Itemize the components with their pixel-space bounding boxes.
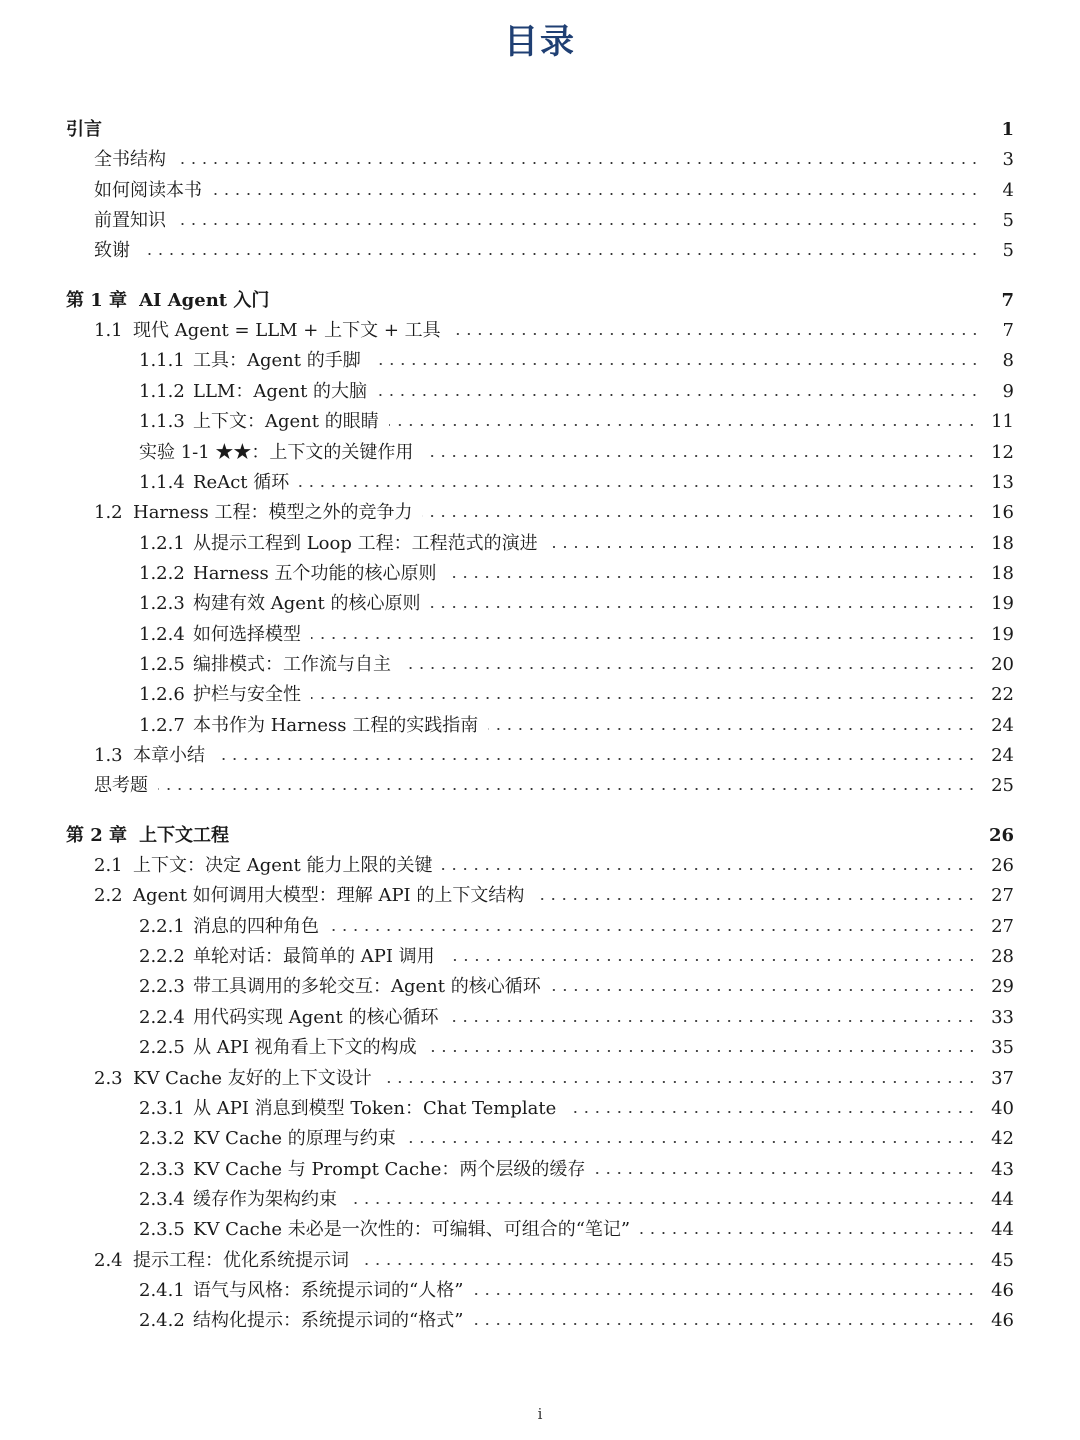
toc-entry-number: 1.1.4: [139, 472, 185, 493]
toc-entry-number: 2.1: [94, 855, 123, 876]
dot-leader: [140, 253, 980, 255]
toc-entry-label: 从提示工程到 Loop 工程：工程范式的演进: [193, 533, 538, 554]
toc-page-number: 37: [991, 1068, 1014, 1089]
toc-entry[interactable]: [139, 1215, 1014, 1245]
toc-entry-number: 1.2.1: [139, 533, 185, 554]
toc-entry[interactable]: [94, 741, 1014, 771]
toc-entry[interactable]: [139, 912, 1014, 942]
toc-entry-label: KV Cache 友好的上下文设计: [133, 1068, 372, 1089]
toc-entry[interactable]: [94, 206, 1014, 236]
toc-entry-title: [66, 821, 229, 851]
toc-entry-label: 工具：Agent 的手脚: [193, 350, 361, 371]
toc-entry-title: [139, 650, 391, 680]
toc-page-number: 26: [991, 855, 1014, 876]
toc-entry-label: 本书作为 Harness 工程的实践指南: [193, 715, 479, 736]
toc-entry-label: 编排模式：工作流与自主: [193, 654, 391, 675]
toc-page-number: 18: [991, 563, 1014, 584]
toc-entry[interactable]: [94, 176, 1014, 206]
toc-entry-title: [94, 498, 412, 528]
toc-entry-number: 1.1.1: [139, 350, 185, 371]
toc-page-number: 20: [991, 654, 1014, 675]
toc-entry-title: [139, 620, 301, 650]
toc-entry-title: [139, 1306, 463, 1336]
toc-entry-number: 2.3.4: [139, 1189, 185, 1210]
toc-page-number: 44: [991, 1189, 1014, 1210]
toc-entry-title: [139, 1124, 396, 1154]
toc-entry[interactable]: [94, 881, 1014, 911]
toc-entry-number: 1.2.2: [139, 563, 185, 584]
toc-entry-title: [139, 1155, 585, 1185]
toc-entry-number: 第 2 章: [66, 825, 128, 846]
toc-entry-number: 2.2: [94, 885, 123, 906]
toc-entry-label: 全书结构: [94, 149, 166, 170]
toc-entry-number: 2.3: [94, 1068, 123, 1089]
toc-entry-title: [94, 316, 441, 346]
toc-entry-number: 2.3.2: [139, 1128, 185, 1149]
toc-page-number: 24: [991, 715, 1014, 736]
toc-entry-label: 语气与风格：系统提示词的“人格”: [193, 1280, 464, 1301]
toc-entry[interactable]: [139, 407, 1014, 437]
toc-entry-title: [66, 115, 102, 145]
dot-leader: [377, 394, 980, 396]
toc-entry-number: 2.4.1: [139, 1280, 185, 1301]
page-title: 目录: [504, 22, 576, 62]
toc-entry-number: 1.3: [94, 745, 123, 766]
toc-entry-title: [139, 972, 541, 1002]
toc-entry[interactable]: [139, 972, 1014, 1002]
dot-leader: [329, 929, 977, 931]
page-number: i: [537, 1405, 543, 1423]
toc-page-number: 46: [991, 1280, 1014, 1301]
toc-entry-label: 前置知识: [94, 210, 166, 231]
toc-page-number: 26: [988, 825, 1014, 846]
toc-page-number: 13: [991, 472, 1014, 493]
toc-entry[interactable]: [94, 145, 1014, 175]
dot-leader: [566, 1111, 977, 1113]
toc-entry-label: 如何阅读本书: [94, 180, 202, 201]
toc-entry-label: Harness 工程：模型之外的竞争力: [133, 502, 413, 523]
toc-page-number: 4: [1002, 180, 1014, 201]
toc-entry[interactable]: [139, 377, 1014, 407]
toc-entry-title: [139, 1215, 630, 1245]
toc-chapter-entry[interactable]: [66, 821, 1014, 851]
dot-leader: [401, 667, 977, 669]
toc-entry-title: [94, 1246, 349, 1276]
toc-entry[interactable]: [94, 236, 1014, 266]
toc-page-number: 5: [1002, 240, 1014, 261]
toc-entry-title: [139, 529, 538, 559]
toc-entry-title: [139, 1003, 438, 1033]
toc-entry-title: [139, 1276, 463, 1306]
toc-entry-label: 从 API 视角看上下文的构成: [193, 1037, 417, 1058]
dot-leader: [279, 303, 980, 305]
toc-entry-label: 实验 1-1 ★★：上下文的关键作用: [139, 442, 414, 463]
toc-page-number: 19: [991, 593, 1014, 614]
toc-entry-title: [139, 407, 379, 437]
toc-entry-label: 消息的四种角色: [193, 916, 319, 937]
toc-entry-title: [139, 912, 319, 942]
toc-entry-number: 2.3.1: [139, 1098, 185, 1119]
toc-entry-label: AI Agent 入门: [139, 290, 270, 311]
toc-entry-title: [139, 589, 420, 619]
toc-page-number: 44: [991, 1219, 1014, 1240]
toc-entry-label: 结构化提示：系统提示词的“格式”: [193, 1310, 464, 1331]
dot-leader: [371, 363, 980, 365]
toc-entry-label: 思考题: [94, 775, 148, 796]
toc-page-number: 43: [991, 1159, 1014, 1180]
toc-page-number: 5: [1002, 210, 1014, 231]
toc-entry-number: 1.1.2: [139, 381, 185, 402]
dot-leader: [347, 1202, 977, 1204]
toc-entry-number: 1.2: [94, 502, 123, 523]
dot-leader: [158, 788, 977, 790]
dot-leader: [299, 485, 977, 487]
toc-page-number: 42: [991, 1128, 1014, 1149]
toc-entry-label: 从 API 消息到模型 Token：Chat Template: [193, 1098, 557, 1119]
toc-entry-title: [66, 286, 269, 316]
dot-leader: [239, 838, 975, 840]
toc-entry-label: 用代码实现 Agent 的核心循环: [193, 1007, 439, 1028]
toc-entry[interactable]: [94, 1064, 1014, 1094]
toc-page-number: 16: [991, 502, 1014, 523]
toc-page-number: 7: [1002, 320, 1014, 341]
toc-entry-title: [139, 346, 361, 376]
dot-leader: [422, 515, 977, 517]
dot-leader: [389, 424, 977, 426]
toc-entry-label: KV Cache 与 Prompt Cache：两个层级的缓存: [193, 1159, 586, 1180]
dot-leader: [176, 223, 980, 225]
toc-entry[interactable]: [139, 1003, 1014, 1033]
toc-entry[interactable]: [94, 771, 1014, 801]
toc-entry-label: 如何选择模型: [193, 624, 301, 645]
dot-leader: [595, 1172, 977, 1174]
toc-entry-number: 2.3.3: [139, 1159, 185, 1180]
toc-entry-title: [139, 468, 289, 498]
toc-entry[interactable]: [139, 1155, 1014, 1185]
toc-entry-label: 上下文：决定 Agent 能力上限的关键: [133, 855, 433, 876]
dot-leader: [551, 989, 977, 991]
toc-entry-label: KV Cache 的原理与约束: [193, 1128, 396, 1149]
dot-leader: [488, 728, 977, 730]
toc-entry[interactable]: [139, 1094, 1014, 1124]
dot-leader: [311, 697, 977, 699]
toc-page-number: 11: [991, 411, 1014, 432]
toc-entry-title: [94, 206, 166, 236]
toc-page-number: 35: [991, 1037, 1014, 1058]
toc-entry-number: 2.2.5: [139, 1037, 185, 1058]
toc-entry-number: 2.2.4: [139, 1007, 185, 1028]
toc-entry[interactable]: [139, 650, 1014, 680]
toc-entry-number: 1.1: [94, 320, 123, 341]
toc-entry-number: 2.2.1: [139, 916, 185, 937]
toc-entry-number: 1.2.3: [139, 593, 185, 614]
dot-leader: [212, 193, 980, 195]
toc-entry-title: [94, 1064, 372, 1094]
toc-entry-label: 本章小结: [133, 745, 205, 766]
toc-entry[interactable]: [139, 346, 1014, 376]
toc-entry-label: 上下文工程: [139, 825, 230, 846]
toc-entry-label: LLM：Agent 的大脑: [193, 381, 368, 402]
toc-entry-label: ReAct 循环: [193, 472, 290, 493]
toc-entry-label: 现代 Agent = LLM + 上下文 + 工具: [133, 320, 441, 341]
toc-entry-title: [139, 1094, 556, 1124]
dot-leader: [176, 162, 980, 164]
toc-page-number: 19: [991, 624, 1014, 645]
toc-entry[interactable]: [139, 438, 1014, 468]
toc-entry-label: 构建有效 Agent 的核心原则: [193, 593, 421, 614]
dot-leader: [382, 1081, 977, 1083]
toc-entry-label: 致谢: [94, 240, 130, 261]
toc-entry[interactable]: [94, 316, 1014, 346]
toc-entry-number: 1.2.4: [139, 624, 185, 645]
toc-page-number: 3: [1002, 149, 1014, 170]
toc-entry[interactable]: [139, 589, 1014, 619]
toc-entry-title: [94, 881, 524, 911]
toc-entry-title: [94, 851, 432, 881]
toc-chapter-entry[interactable]: [66, 115, 1014, 145]
toc-entry[interactable]: [139, 1306, 1014, 1336]
toc-entry-title: [139, 559, 436, 589]
dot-leader: [534, 898, 977, 900]
dot-leader: [359, 1263, 977, 1265]
toc-entry[interactable]: [94, 851, 1014, 881]
toc-entry[interactable]: [139, 711, 1014, 741]
toc-page-number: 1: [1001, 119, 1014, 140]
toc-entry-label: KV Cache 未必是一次性的：可编辑、可组合的“笔记”: [193, 1219, 631, 1240]
toc-entry-label: 上下文：Agent 的眼睛: [193, 411, 379, 432]
toc-page-number: 8: [1002, 350, 1014, 371]
toc-entry-title: [139, 1033, 417, 1063]
dot-leader: [430, 606, 977, 608]
toc-entry[interactable]: [94, 498, 1014, 528]
toc-entry-label: 引言: [66, 119, 102, 140]
toc-entry[interactable]: [139, 1185, 1014, 1215]
dot-leader: [445, 959, 977, 961]
dot-leader: [451, 333, 980, 335]
dot-leader: [448, 1020, 977, 1022]
toc-entry-title: [139, 942, 435, 972]
toc-entry-title: [94, 236, 130, 266]
toc-page-number: 33: [991, 1007, 1014, 1028]
toc-page-number: 40: [991, 1098, 1014, 1119]
toc-chapter-entry[interactable]: [66, 286, 1014, 316]
toc-entry-number: 2.2.3: [139, 976, 185, 997]
toc-entry-title: [94, 176, 202, 206]
toc-entry-number: 第 1 章: [66, 290, 128, 311]
toc-entry[interactable]: [139, 620, 1014, 650]
toc-entry[interactable]: [139, 1033, 1014, 1063]
toc-entry-number: 1.1.3: [139, 411, 185, 432]
toc-entry[interactable]: [139, 680, 1014, 710]
dot-leader: [311, 637, 977, 639]
toc-page-number: 18: [991, 533, 1014, 554]
toc-entry-number: 2.4.2: [139, 1310, 185, 1331]
toc-entry[interactable]: [94, 1246, 1014, 1276]
toc-entry-label: 单轮对话：最简单的 API 调用: [193, 946, 435, 967]
toc-page-number: 45: [991, 1250, 1014, 1271]
dot-leader: [640, 1232, 977, 1234]
dot-leader: [427, 1050, 977, 1052]
toc-entry-label: 提示工程：优化系统提示词: [133, 1250, 349, 1271]
toc-entry-title: [94, 145, 166, 175]
toc-page-number: 29: [991, 976, 1014, 997]
toc-page-number: 22: [991, 684, 1014, 705]
toc-entry[interactable]: [139, 1124, 1014, 1154]
dot-leader: [442, 868, 977, 870]
toc-entry-label: 带工具调用的多轮交互：Agent 的核心循环: [193, 976, 541, 997]
toc-entry-title: [139, 377, 367, 407]
toc-page-number: 46: [991, 1310, 1014, 1331]
toc-entry-label: Harness 五个功能的核心原则: [193, 563, 437, 584]
toc-entry-title: [94, 741, 205, 771]
toc-entry-number: 1.2.5: [139, 654, 185, 675]
dot-leader: [473, 1293, 977, 1295]
toc-page-number: 25: [991, 775, 1014, 796]
dot-leader: [423, 455, 977, 457]
toc-entry[interactable]: [139, 1276, 1014, 1306]
toc-entry-title: [94, 771, 148, 801]
toc-entry-number: 2.4: [94, 1250, 123, 1271]
toc-entry-number: 1.2.6: [139, 684, 185, 705]
toc-page-number: 9: [1002, 381, 1014, 402]
toc-entry-label: 护栏与安全性: [193, 684, 301, 705]
toc-page-number: 24: [991, 745, 1014, 766]
toc-entry-label: Agent 如何调用大模型：理解 API 的上下文结构: [133, 885, 525, 906]
toc-entry-number: 1.2.7: [139, 715, 185, 736]
toc-page-number: 28: [991, 946, 1014, 967]
toc-entry-number: 2.2.2: [139, 946, 185, 967]
toc-entry[interactable]: [139, 559, 1014, 589]
toc-entry-title: [139, 680, 301, 710]
toc-page-number: 7: [1001, 290, 1014, 311]
toc-entry-title: [139, 1185, 337, 1215]
toc-entry[interactable]: [139, 468, 1014, 498]
dot-leader: [548, 546, 978, 548]
toc-entry-title: [139, 438, 413, 468]
dot-leader: [112, 132, 980, 134]
toc-page-number: 12: [991, 442, 1014, 463]
dot-leader: [446, 576, 977, 578]
toc-entry[interactable]: [139, 529, 1014, 559]
dot-leader: [473, 1323, 977, 1325]
toc-entry-title: [139, 711, 478, 741]
toc-page-number: 27: [991, 916, 1014, 937]
dot-leader: [215, 758, 977, 760]
toc-entry-label: 缓存作为架构约束: [193, 1189, 337, 1210]
dot-leader: [406, 1141, 977, 1143]
toc-page-number: 27: [991, 885, 1014, 906]
toc-entry-number: 2.3.5: [139, 1219, 185, 1240]
toc-entry[interactable]: [139, 942, 1014, 972]
